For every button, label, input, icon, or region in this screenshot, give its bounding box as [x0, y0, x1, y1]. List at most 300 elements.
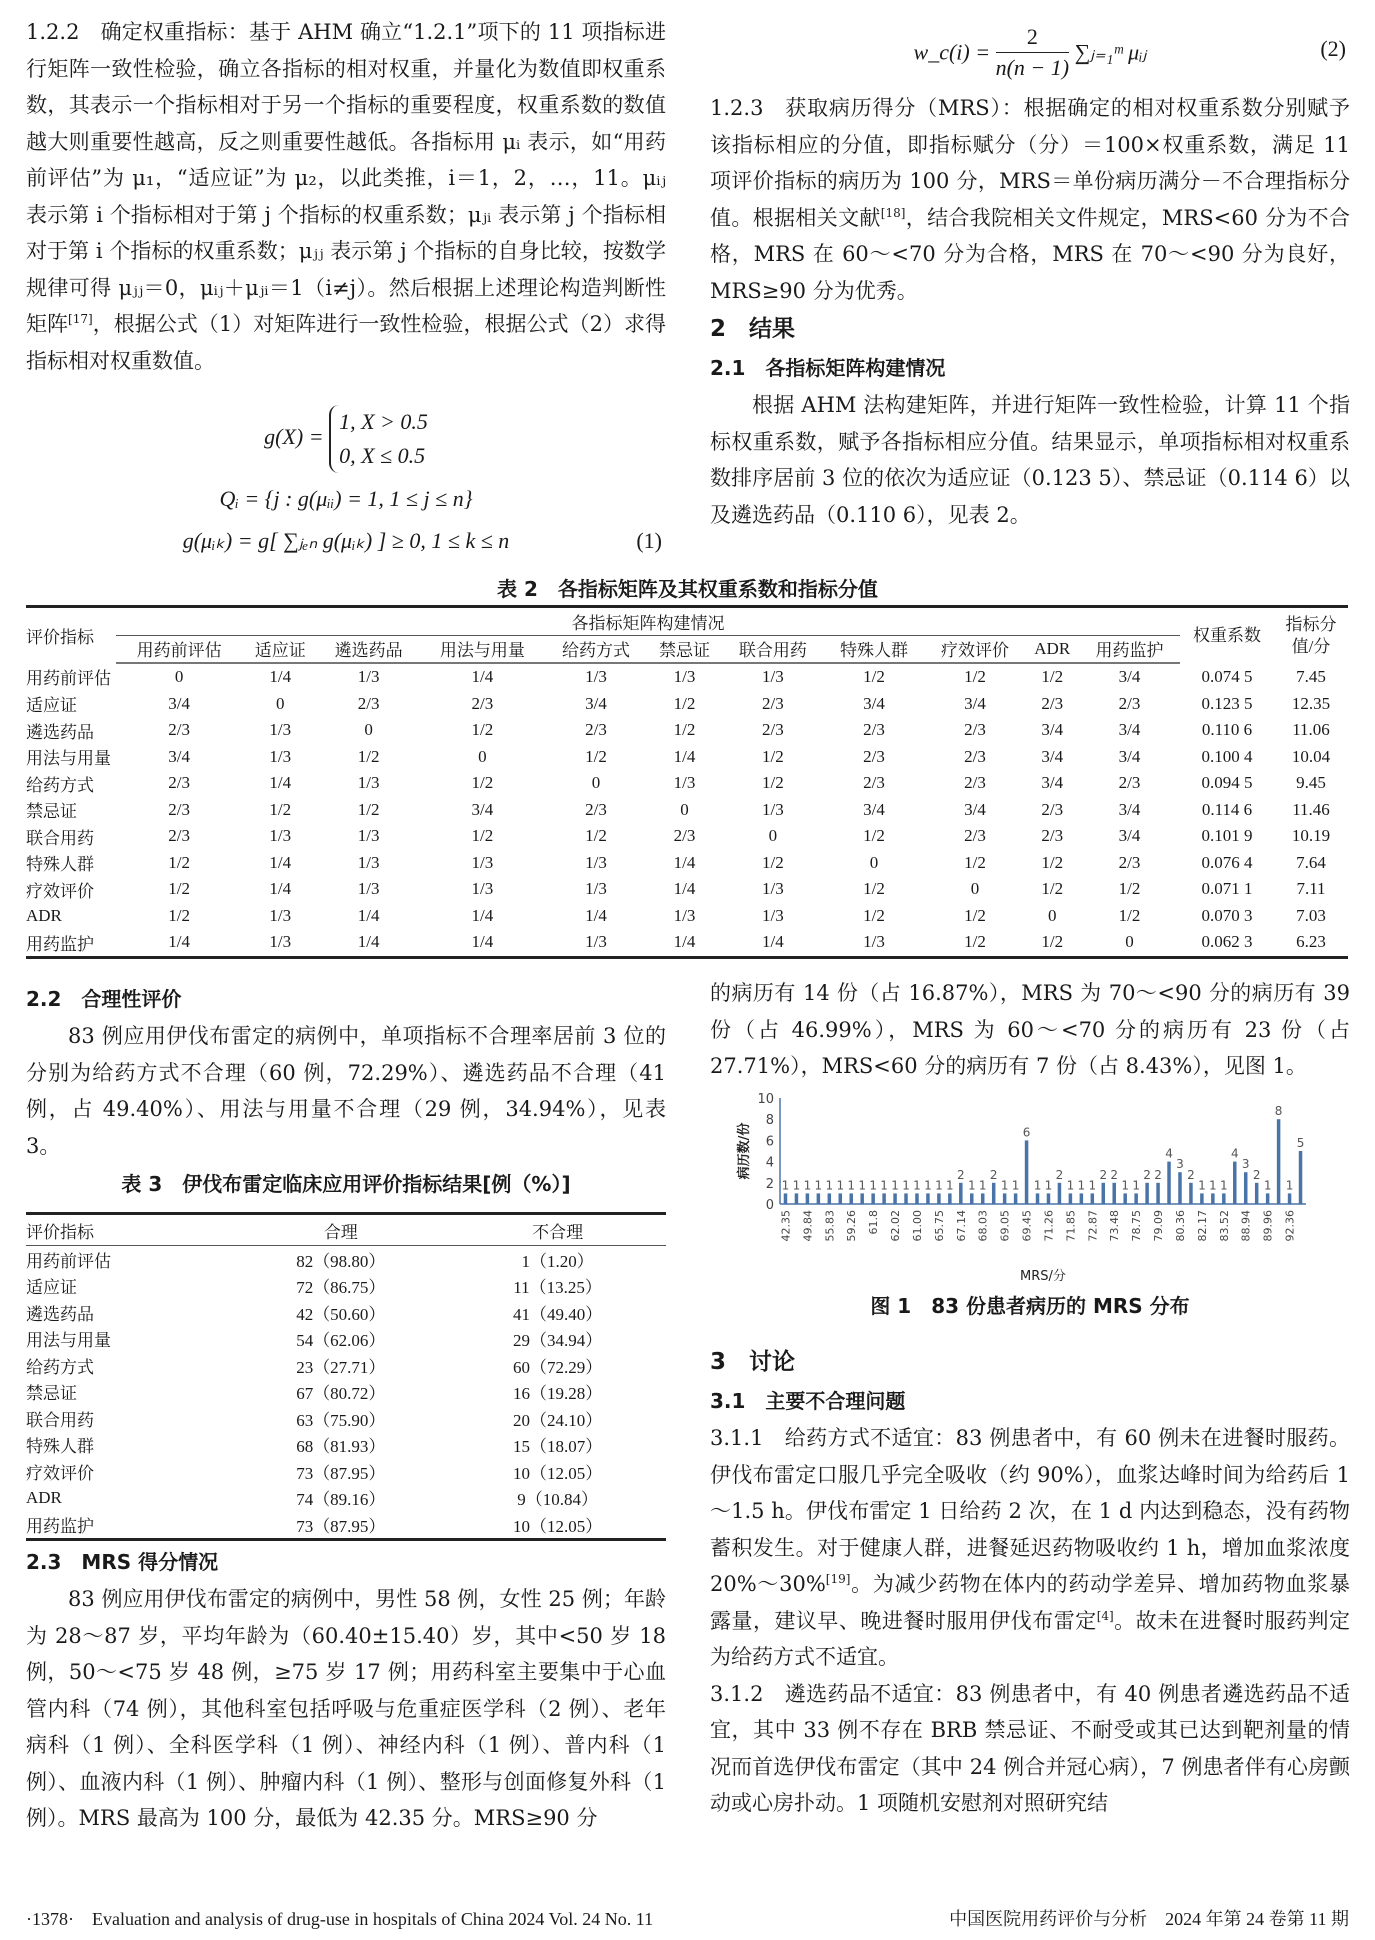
bar-value-label: 2 — [1154, 1167, 1162, 1182]
bar-value-label: 1 — [1263, 1178, 1272, 1193]
column-header: 用药监护 — [1079, 635, 1180, 663]
row-label: 疗效评价 — [26, 881, 94, 901]
x-tick-label: 67.14 — [954, 1210, 968, 1242]
bar-value-label: 3 — [1176, 1157, 1184, 1172]
table2 — [26, 605, 1348, 959]
bar-value-label: 1 — [1077, 1178, 1086, 1193]
matrix-cell: 2/3 — [1041, 826, 1064, 846]
matrix-cell: 2/3 — [863, 720, 885, 740]
row-label: 疗效评价 — [26, 1463, 94, 1483]
matrix-cell: 1/3 — [269, 746, 292, 766]
matrix-cell: 2/3 — [471, 693, 494, 713]
score-cell: 7.03 — [1296, 905, 1326, 925]
subsection-heading: 2.3 MRS 得分情况 — [26, 1550, 219, 1574]
score-cell: 12.35 — [1291, 693, 1331, 713]
matrix-cell: 1/2 — [762, 852, 784, 872]
bar-value-label: 2 — [1252, 1167, 1261, 1182]
matrix-cell: 1/2 — [357, 799, 380, 819]
matrix-cell: 1/2 — [471, 773, 494, 793]
citation: [19] — [825, 1572, 851, 1586]
x-tick-label: 42.35 — [779, 1210, 793, 1242]
matrix-cell: 0 — [768, 826, 778, 846]
matrix-cell: 3/4 — [1118, 720, 1141, 740]
bar — [860, 1193, 864, 1204]
bar — [1014, 1193, 1018, 1204]
bar-value-label: 6 — [1022, 1125, 1031, 1140]
matrix-cell: 1/4 — [673, 879, 696, 899]
mrs-bar-chart — [700, 1090, 1360, 1290]
x-tick-label: 73.48 — [1108, 1210, 1122, 1242]
bar — [795, 1193, 799, 1204]
bar — [1266, 1193, 1270, 1204]
matrix-cell: 0 — [275, 693, 285, 713]
table-row — [26, 717, 1348, 744]
score-cell: 6.23 — [1274, 929, 1348, 957]
weight-cell: 0.114 6 — [1201, 799, 1253, 819]
bar-value-label: 4 — [1165, 1146, 1173, 1161]
formula-gx: g(X) = 1, X > 0.5 0, X ≤ 0.5 — [26, 405, 666, 473]
matrix-cell: 2/3 — [964, 720, 986, 740]
matrix-cell: 1/2 — [357, 746, 380, 766]
column-header: 适应证 — [242, 635, 318, 663]
matrix-cell: 1/2 — [585, 826, 607, 846]
bar — [1255, 1183, 1259, 1204]
matrix-cell: 3/4 — [964, 693, 986, 713]
matrix-cell: 1/3 — [673, 667, 696, 687]
bar — [1156, 1183, 1160, 1204]
paragraph-3-1-1: 3.1.1 给药方式不适宜：83 例患者中，有 60 例未在进餐时服药。伊伐布雷定口服几乎完全吸收（约 90%），血浆达峰时间为给药后 1～1.5 h。伊伐布雷定 1 日给药 2 次，在 1 d 内达到稳态，没有药物蓄积发生。对于健康人群，进餐延迟药物吸收约 1 h，增加血浆浓度 20%～30%[19]。为减少药物在体内的药动学差异、增加药物血浆暴露量，建议早、晚进餐时服用伊伐布雷定[4]。故未在进餐时服药判定为给药方式不适宜。 — [710, 1426, 1351, 1669]
matrix-cell: 1/4 — [585, 905, 607, 925]
bar — [893, 1193, 897, 1204]
matrix-cell: 1/2 — [964, 667, 986, 687]
x-tick-label: 82.17 — [1195, 1210, 1209, 1242]
matrix-cell: 1/3 — [471, 879, 494, 899]
x-tick-label: 61.8 — [867, 1210, 881, 1235]
bar-value-label: 1 — [803, 1178, 812, 1193]
matrix-cell: 0 — [680, 799, 689, 819]
bar-value-label: 1 — [1011, 1178, 1020, 1193]
bar — [817, 1193, 821, 1204]
section-number: 1.2.2 — [26, 20, 80, 44]
matrix-cell: 1/2 — [925, 929, 1026, 957]
bar — [849, 1193, 853, 1204]
bar — [1102, 1183, 1106, 1204]
header-score: 指标分值/分 — [1274, 607, 1348, 664]
row-label: ADR — [26, 905, 62, 925]
x-tick-label: 89.96 — [1261, 1210, 1275, 1242]
bar — [1222, 1193, 1226, 1204]
subsection-heading: 2.1 各指标矩阵构建情况 — [710, 356, 946, 380]
column-header: 疗效评价 — [925, 635, 1026, 663]
right-column-mid — [710, 975, 1350, 1085]
irrational-cell: 41（49.40） — [512, 1304, 603, 1324]
column-header: 用药前评估 — [116, 635, 242, 663]
right-column-top — [710, 90, 1350, 533]
matrix-cell: 1/3 — [762, 667, 784, 687]
y-tick-label: 8 — [765, 1113, 774, 1129]
matrix-cell: 3/4 — [168, 746, 191, 766]
matrix-cell: 1/2 — [585, 746, 607, 766]
irrational-cell: 29（34.94） — [512, 1331, 603, 1351]
matrix-cell: 1/3 — [546, 929, 647, 957]
matrix-cell: 1/2 — [1041, 667, 1064, 687]
bar — [1167, 1162, 1171, 1204]
x-tick-label: 71.26 — [1042, 1210, 1056, 1242]
rational-cell: 68（81.93） — [296, 1437, 386, 1457]
table-row — [26, 691, 1348, 718]
x-tick-label: 80.36 — [1173, 1210, 1187, 1242]
column-header: ADR — [1026, 635, 1079, 663]
matrix-cell: 1/3 — [585, 852, 607, 872]
bar-value-label: 2 — [1099, 1167, 1108, 1182]
bar — [828, 1193, 832, 1204]
row-label: 联合用药 — [26, 1410, 94, 1430]
matrix-cell: 0 — [174, 667, 184, 687]
matrix-cell: 0 — [1079, 929, 1180, 957]
bar — [806, 1193, 810, 1204]
matrix-cell: 2/3 — [168, 799, 191, 819]
matrix-cell: 1/2 — [471, 826, 494, 846]
column-header: 用法与用量 — [419, 635, 545, 663]
header-weight: 权重系数 — [1180, 607, 1274, 664]
weight-cell: 0.076 4 — [1201, 852, 1253, 872]
matrix-cell: 2/3 — [863, 746, 885, 766]
table-row — [26, 663, 1348, 691]
rational-cell: 42（50.60） — [296, 1304, 386, 1324]
matrix-cell: 1/2 — [673, 720, 696, 740]
row-label: 适应证 — [26, 1278, 77, 1298]
matrix-cell: 1/3 — [357, 773, 380, 793]
bar — [1069, 1193, 1073, 1204]
subsection-heading: 2.2 合理性评价 — [26, 987, 182, 1011]
matrix-cell: 3/4 — [471, 799, 494, 819]
y-tick-label: 10 — [757, 1092, 774, 1107]
table-row — [26, 1299, 666, 1326]
footer-left: ·1378· Evaluation and analysis of drug-use in hospitals of China 2024 Vol. 24 No. 11 — [26, 1909, 654, 1929]
matrix-cell: 2/3 — [673, 826, 696, 846]
matrix-cell: 1/4 — [419, 929, 545, 957]
weight-cell: 0.100 4 — [1201, 746, 1253, 766]
weight-cell: 0.094 5 — [1201, 773, 1253, 793]
y-tick-label: 2 — [765, 1176, 774, 1192]
score-cell: 9.45 — [1296, 773, 1326, 793]
table-row — [26, 1485, 666, 1512]
bar-value-label: 1 — [1121, 1178, 1130, 1193]
bar — [1003, 1193, 1007, 1204]
rational-cell: 74（89.16） — [296, 1490, 386, 1510]
bar-value-label: 1 — [946, 1178, 954, 1193]
row-label: 用药监护 — [26, 1511, 232, 1539]
bar-value-label: 1 — [902, 1178, 910, 1193]
equation-number: (1) — [636, 528, 662, 553]
column-header: 联合用药 — [722, 635, 823, 663]
matrix-cell: 1/4 — [269, 879, 292, 899]
matrix-cell: 1/3 — [762, 879, 784, 899]
score-cell: 7.64 — [1296, 852, 1326, 872]
table-row — [26, 770, 1348, 797]
matrix-cell: 1/3 — [357, 879, 380, 899]
bar-value-label: 1 — [836, 1178, 845, 1193]
table-row — [26, 903, 1348, 930]
bar — [926, 1193, 930, 1204]
paragraph-2-3-cont: 的病历有 14 份（占 16.87%），MRS 为 70～<90 分的病历有 39 份（占 46.99%），MRS 为 60～<70 分的病历有 23 份（占 27.71%），MRS<60 分的病历有 7 份（占 8.43%），见图 1。 — [710, 981, 1350, 1078]
rational-cell: 73（87.95） — [296, 1463, 386, 1483]
bar-value-label: 1 — [814, 1178, 823, 1193]
matrix-cell: 1/3 — [471, 852, 494, 872]
matrix-cell: 1/2 — [168, 852, 191, 872]
bar-value-label: 1 — [924, 1178, 932, 1193]
table-row — [26, 1458, 666, 1485]
irrational-cell: 9（10.84） — [517, 1490, 598, 1510]
x-tick-label: 69.05 — [998, 1210, 1012, 1242]
bar — [1134, 1193, 1138, 1204]
matrix-cell: 1/2 — [762, 746, 784, 766]
matrix-cell: 3/4 — [1118, 826, 1141, 846]
formula-qi: Qᵢ = {j : g(μᵢᵢ) = 1, 1 ≤ j ≤ n} — [219, 486, 473, 511]
matrix-cell: 1/4 — [357, 905, 380, 925]
column-header: 不合理 — [449, 1214, 666, 1246]
bar — [937, 1193, 941, 1204]
matrix-cell: 2/3 — [1118, 773, 1141, 793]
x-tick-label: 71.85 — [1064, 1210, 1078, 1242]
matrix-cell: 3/4 — [1118, 746, 1141, 766]
bar — [1200, 1193, 1204, 1204]
matrix-cell: 1/3 — [823, 929, 924, 957]
bar — [1112, 1183, 1116, 1204]
matrix-cell: 2/3 — [168, 720, 191, 740]
bar — [1058, 1183, 1062, 1204]
matrix-cell: 1/4 — [647, 929, 723, 957]
column-header: 评价指标 — [26, 1214, 232, 1246]
irrational-cell: 60（72.29） — [512, 1357, 603, 1377]
bar — [882, 1193, 886, 1204]
bar — [1145, 1183, 1149, 1204]
x-tick-label: 62.02 — [889, 1210, 903, 1242]
irrational-cell: 20（24.10） — [512, 1410, 603, 1430]
bar — [1123, 1193, 1127, 1204]
bar-value-label: 4 — [1230, 1146, 1239, 1161]
matrix-cell: 2/3 — [1041, 693, 1064, 713]
x-tick-label: 78.75 — [1130, 1210, 1144, 1242]
score-cell: 11.06 — [1292, 720, 1330, 740]
table-row — [26, 1379, 666, 1406]
x-tick-label: 88.94 — [1239, 1210, 1253, 1242]
row-label: 联合用药 — [26, 828, 94, 848]
row-label: 遴选药品 — [26, 1304, 94, 1324]
row-label: 用药前评估 — [26, 669, 111, 689]
x-tick-label: 92.36 — [1283, 1210, 1297, 1242]
irrational-cell: 11（13.25） — [513, 1278, 602, 1298]
row-label: 用法与用量 — [26, 1331, 111, 1351]
weight-cell: 0.110 6 — [1201, 720, 1253, 740]
matrix-cell: 1/2 — [964, 905, 986, 925]
bar-value-label: 1 — [935, 1178, 943, 1193]
bar-value-label: 1 — [1000, 1178, 1009, 1193]
matrix-cell: 1/3 — [357, 826, 380, 846]
matrix-cell: 0 — [1047, 905, 1057, 925]
matrix-cell: 1/2 — [863, 905, 885, 925]
bar-value-label: 1 — [1132, 1178, 1140, 1193]
bar — [1277, 1119, 1281, 1204]
matrix-cell: 2/3 — [863, 773, 885, 793]
irrational-cell: 10（12.05） — [512, 1463, 603, 1483]
matrix-cell: 1/2 — [1041, 879, 1064, 899]
table-row — [26, 1273, 666, 1300]
matrix-cell: 0 — [591, 773, 601, 793]
weight-cell: 0.062 3 — [1180, 929, 1274, 957]
bar-value-label: 1 — [781, 1178, 790, 1193]
matrix-cell: 3/4 — [1041, 720, 1064, 740]
bar-value-label: 1 — [869, 1178, 877, 1193]
section-heading: 2 结果 — [710, 316, 796, 342]
irrational-cell: 15（18.07） — [512, 1437, 603, 1457]
left-column-bottom — [26, 1543, 666, 1837]
matrix-cell: 1/3 — [762, 905, 784, 925]
matrix-cell: 1/2 — [673, 693, 696, 713]
x-tick-label: 55.83 — [823, 1210, 837, 1242]
table3 — [26, 1212, 666, 1541]
x-tick-label: 49.84 — [801, 1210, 815, 1242]
formula-2: w_c(i) = $\frac{2}{n(n - 1)}$ ∑ⱼ₌₁ᵐ μᵢⱼ (2) — [710, 22, 1350, 82]
row-label: 用药前评估 — [26, 1251, 111, 1271]
x-tick-label: 69.45 — [1020, 1210, 1034, 1242]
irrational-cell: 1（1.20） — [521, 1251, 594, 1271]
left-column-top — [26, 14, 666, 379]
y-tick-label: 0 — [765, 1198, 774, 1213]
bar — [1047, 1193, 1051, 1204]
bar — [871, 1193, 875, 1204]
matrix-cell: 3/4 — [1041, 746, 1064, 766]
x-tick-label: 72.87 — [1086, 1210, 1100, 1242]
bar-value-label: 2 — [956, 1167, 965, 1182]
column-header: 合理 — [232, 1214, 449, 1246]
rational-cell: 72（86.75） — [296, 1278, 386, 1298]
matrix-cell: 1/2 — [863, 667, 885, 687]
matrix-cell: 1/2 — [762, 773, 784, 793]
bar — [1036, 1193, 1040, 1204]
bar-value-label: 1 — [1198, 1178, 1206, 1193]
matrix-cell: 1/4 — [116, 929, 242, 957]
bar — [992, 1183, 996, 1204]
x-tick-label: 59.26 — [845, 1210, 859, 1242]
bar-value-label: 1 — [1033, 1178, 1042, 1193]
bar-value-label: 1 — [880, 1178, 888, 1193]
score-cell: 10.04 — [1291, 746, 1331, 766]
matrix-cell: 1/3 — [762, 799, 784, 819]
bar — [1080, 1193, 1084, 1204]
x-tick-label: 65.75 — [932, 1210, 946, 1242]
matrix-cell: 2/3 — [1118, 693, 1141, 713]
matrix-cell: 2/3 — [585, 799, 607, 819]
table-row — [26, 929, 1348, 957]
bar-value-label: 1 — [858, 1178, 867, 1193]
bar-value-label: 1 — [1219, 1178, 1228, 1193]
bar — [1178, 1172, 1182, 1204]
x-tick-label: 61.00 — [910, 1210, 924, 1242]
matrix-cell: 0 — [970, 879, 980, 899]
formula-1: g(μᵢₖ) = g[ ∑ⱼₑₙ g(μᵢₖ) ] ≥ 0, 1 ≤ k ≤ n (1) — [182, 528, 662, 553]
matrix-cell: 1/2 — [168, 905, 191, 925]
right-column-bottom — [710, 1342, 1350, 1822]
table-row — [26, 1326, 666, 1353]
table-row — [26, 823, 1348, 850]
matrix-cell: 2/3 — [762, 693, 784, 713]
matrix-cell: 1/2 — [1118, 879, 1141, 899]
citation: [18] — [880, 205, 906, 220]
bar-value-label: 1 — [891, 1178, 899, 1193]
table-row — [26, 744, 1348, 771]
bar — [1288, 1193, 1292, 1204]
row-label: 用药监护 — [26, 929, 116, 957]
matrix-cell: 1/4 — [269, 773, 292, 793]
matrix-cell: 2/3 — [585, 720, 607, 740]
paragraph-2-3: 83 例应用伊伐布雷定的病例中，男性 58 例，女性 25 例；年龄为 28～87 岁，平均年龄为（60.40±15.40）岁，其中<50 岁 18 例，50～<75 岁 48 例，≥75 岁 17 例；用药科室主要集中于心血管内科（74 例），其他科室包括呼吸与危重症医学科（2 例）、老年病科（1 例）、全科医学科（1 例）、神经内科（1 例）、普内科（1 例）、血液内科（1 例）、肿瘤内科（1 例）、整形与创面修复外科（1 例）。MRS 最高为 100 分，最低为 42.35 分。MRS≥90 分 — [26, 1587, 666, 1830]
bar-value-label: 1 — [792, 1178, 801, 1193]
bar-value-label: 3 — [1241, 1157, 1250, 1172]
bar-value-label: 2 — [1187, 1167, 1195, 1182]
y-axis-label: 病历数/份 — [737, 1122, 752, 1180]
score-cell: 11.46 — [1292, 799, 1330, 819]
matrix-cell: 1/3 — [269, 720, 292, 740]
table-row — [26, 850, 1348, 877]
row-label: 给药方式 — [26, 775, 94, 795]
column-header: 特殊人群 — [823, 635, 924, 663]
matrix-cell: 3/4 — [1041, 773, 1064, 793]
matrix-cell: 1/2 — [964, 852, 986, 872]
rational-cell: 82（98.80） — [296, 1251, 386, 1271]
matrix-cell: 1/2 — [269, 799, 292, 819]
matrix-cell: 1/4 — [471, 667, 494, 687]
row-label: 给药方式 — [26, 1357, 94, 1377]
bar-value-label: 2 — [989, 1167, 998, 1182]
weight-cell: 0.070 3 — [1201, 905, 1253, 925]
bar-value-label: 2 — [1055, 1167, 1064, 1182]
matrix-cell: 2/3 — [1041, 799, 1064, 819]
bar — [970, 1193, 974, 1204]
matrix-cell: 3/4 — [863, 693, 885, 713]
weight-cell: 0.101 9 — [1201, 826, 1253, 846]
bar-value-label: 1 — [978, 1178, 987, 1193]
matrix-cell: 1/2 — [1118, 905, 1141, 925]
rational-cell: 73（87.95） — [232, 1511, 449, 1539]
rational-cell: 67（80.72） — [296, 1384, 386, 1404]
paragraph-3-1-2: 3.1.2 遴选药品不适宜：83 例患者中，有 40 例患者遴选药品不适宜，其中 33 例不存在 BRB 禁忌证、不耐受或其已达到靶剂量的情况而首选伊伐布雷定（其中 24 例合并冠心病），7 例患者伴有心房颤动或心房扑动。1 项随机安慰剂对照研究结 — [710, 1681, 1350, 1815]
matrix-cell: 1/3 — [357, 667, 380, 687]
table-row — [26, 1405, 666, 1432]
row-label: ADR — [26, 1487, 62, 1507]
equation-number: (2) — [1320, 36, 1346, 61]
header-indicator: 评价指标 — [26, 607, 116, 664]
matrix-cell: 3/4 — [964, 799, 986, 819]
matrix-cell: 2/3 — [168, 826, 191, 846]
bar — [1244, 1172, 1248, 1204]
matrix-cell: 1/4 — [722, 929, 823, 957]
score-cell: 7.11 — [1296, 879, 1326, 899]
footer-right: 中国医院用药评价与分析 2024 年第 24 卷第 11 期 — [949, 1909, 1349, 1929]
bar — [839, 1193, 843, 1204]
score-cell: 10.19 — [1291, 826, 1331, 846]
bar-value-label: 2 — [1143, 1167, 1151, 1182]
matrix-cell: 0 — [364, 720, 373, 740]
row-label: 遴选药品 — [26, 722, 94, 742]
matrix-cell: 1/4 — [673, 746, 696, 766]
matrix-cell: 0 — [869, 852, 879, 872]
bar — [1189, 1183, 1193, 1204]
matrix-cell: 1/4 — [471, 905, 494, 925]
weight-cell: 0.123 5 — [1201, 693, 1253, 713]
row-label: 用法与用量 — [26, 749, 111, 769]
row-label: 适应证 — [26, 696, 77, 716]
